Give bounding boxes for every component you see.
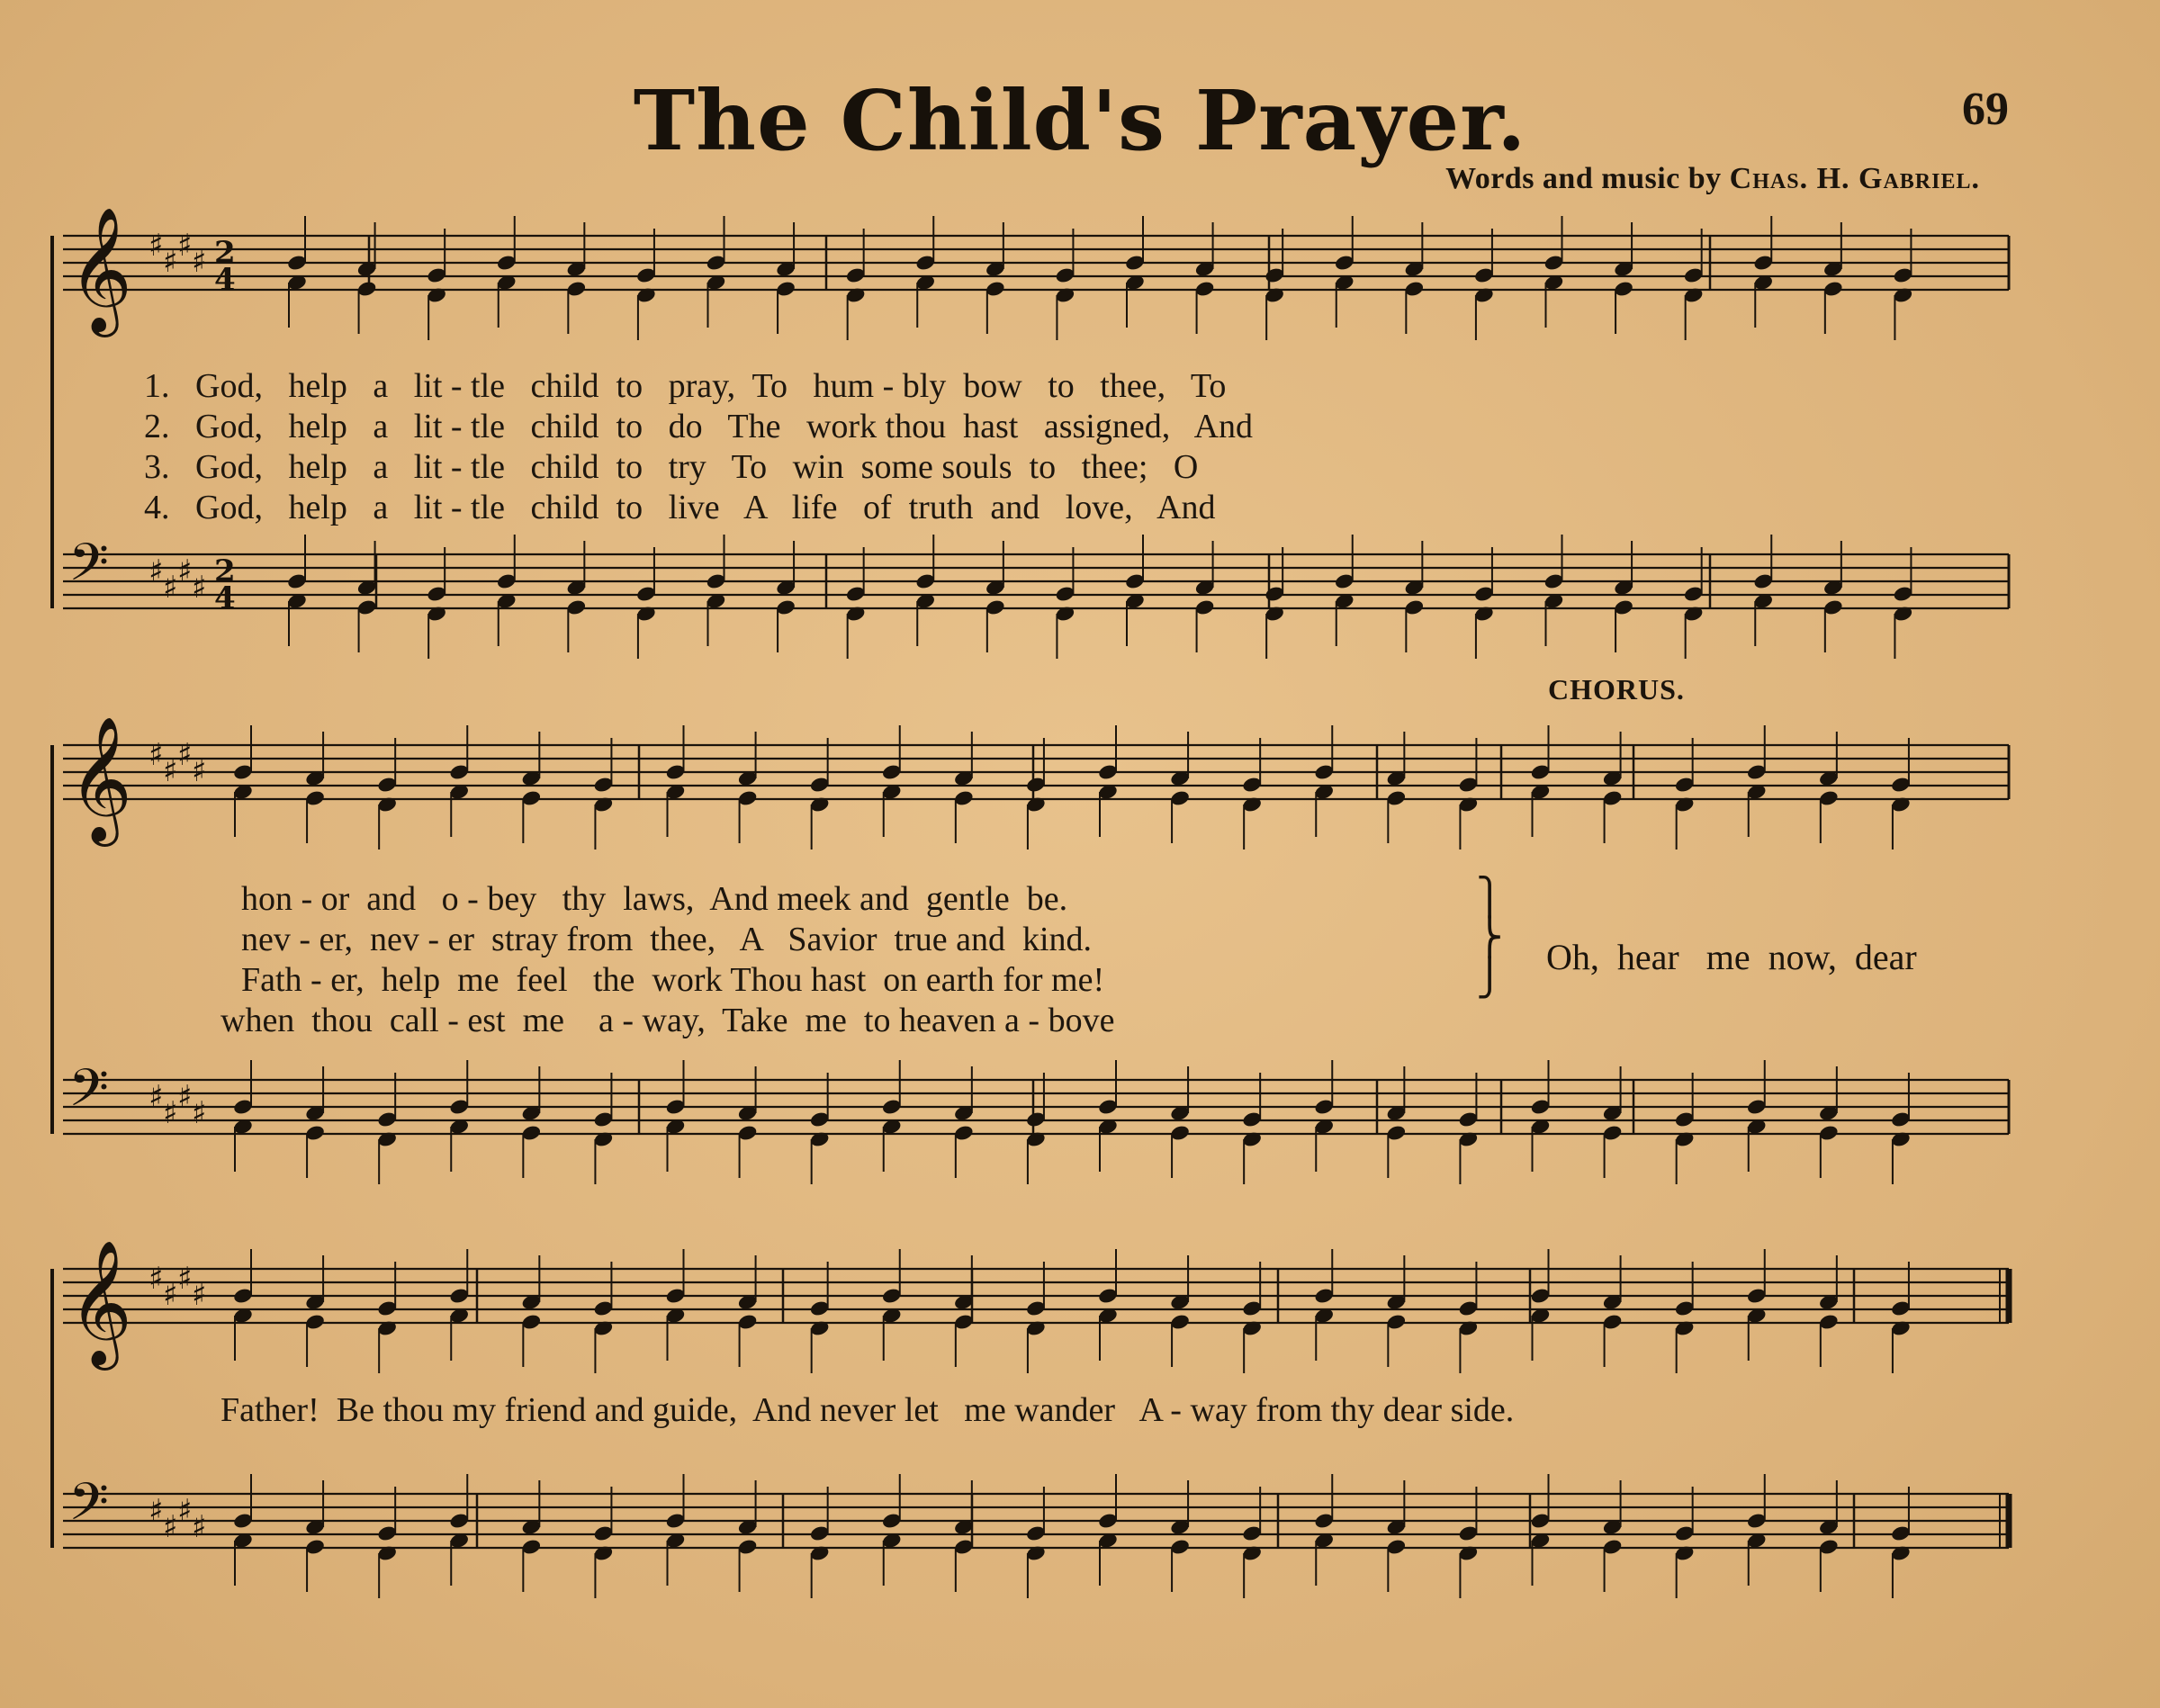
verse-4-line-1: 4. God, help a lit - tle child to live A life of truth and love, And xyxy=(144,489,1216,526)
time-signature-top: 2 xyxy=(214,235,236,271)
sharp-icon: ♯ xyxy=(148,1493,164,1529)
verse-4-line-2: when thou call - est me a - way, Take me to heaven a - bove xyxy=(220,1002,1115,1039)
treble-clef-icon: 𝄞 xyxy=(68,716,132,841)
verse-1-line-1: 1. God, help a lit - tle child to pray, To hum - bly bow to thee, To xyxy=(144,367,1227,405)
verse-3-line-1: 3. God, help a lit - tle child to try To win some souls to thee; O xyxy=(144,448,1199,486)
composer-name: Chas. H. Gabriel. xyxy=(1729,162,1980,195)
sharp-icon: ♯ xyxy=(177,1493,193,1529)
sharp-icon: ♯ xyxy=(177,737,193,773)
chorus-refrain-line-1: Oh, hear me now, dear xyxy=(1546,937,1917,977)
chorus-label: CHORUS. xyxy=(1548,673,1685,706)
treble-clef-icon: 𝄞 xyxy=(68,1240,132,1365)
verse-3-line-2: Fath - er, help me feel the work Thou hast on earth for me! xyxy=(241,961,1105,999)
chorus-line-2: Father! Be thou my friend and guide, And never let me wander A - way from thy dear side. xyxy=(220,1391,1515,1429)
sharp-icon: ♯ xyxy=(192,1509,207,1545)
time-signature-bottom: 4 xyxy=(214,580,236,616)
sharp-icon: ♯ xyxy=(148,1261,164,1297)
sharp-icon: ♯ xyxy=(163,1095,178,1131)
sharp-icon: ♯ xyxy=(163,753,178,789)
verse-1-line-2: hon - or and o - bey thy laws, And meek and gentle be. xyxy=(241,880,1068,918)
credit-prefix: Words and music by xyxy=(1445,162,1730,195)
sharp-icon: ♯ xyxy=(192,1095,207,1131)
sharp-icon: ♯ xyxy=(177,1079,193,1115)
sharp-icon: ♯ xyxy=(163,1509,178,1545)
time-signature-top: 2 xyxy=(214,553,236,589)
sharp-icon: ♯ xyxy=(163,1277,178,1313)
treble-clef-icon: 𝄞 xyxy=(68,207,132,332)
sharp-icon: ♯ xyxy=(163,244,178,280)
bass-clef-icon: 𝄢 xyxy=(68,1057,110,1131)
sharp-icon: ♯ xyxy=(148,553,164,589)
sharp-icon: ♯ xyxy=(148,1079,164,1115)
verse-2-line-1: 2. God, help a lit - tle child to do The work thou hast assigned, And xyxy=(144,408,1254,445)
bass-clef-icon: 𝄢 xyxy=(68,532,110,606)
sharp-icon: ♯ xyxy=(148,228,164,264)
sharp-icon: ♯ xyxy=(177,553,193,589)
sharp-icon: ♯ xyxy=(192,1277,207,1313)
sharp-icon: ♯ xyxy=(148,737,164,773)
sharp-icon: ♯ xyxy=(192,244,207,280)
verse-2-line-2: nev - er, nev - er stray from thee, A Savior true and kind. xyxy=(241,921,1093,958)
verse-bracket: ⎫ ⎬ ⎭ xyxy=(1476,876,1503,999)
sharp-icon: ♯ xyxy=(177,1261,193,1297)
time-signature-bottom: 4 xyxy=(214,262,236,298)
hymn-title: The Child's Prayer. xyxy=(633,72,1527,169)
sharp-icon: ♯ xyxy=(192,753,207,789)
bass-clef-icon: 𝄢 xyxy=(68,1471,110,1545)
page-number: 69 xyxy=(1962,84,2009,135)
sharp-icon: ♯ xyxy=(177,228,193,264)
sharp-icon: ♯ xyxy=(163,570,178,606)
sharp-icon: ♯ xyxy=(192,570,207,606)
